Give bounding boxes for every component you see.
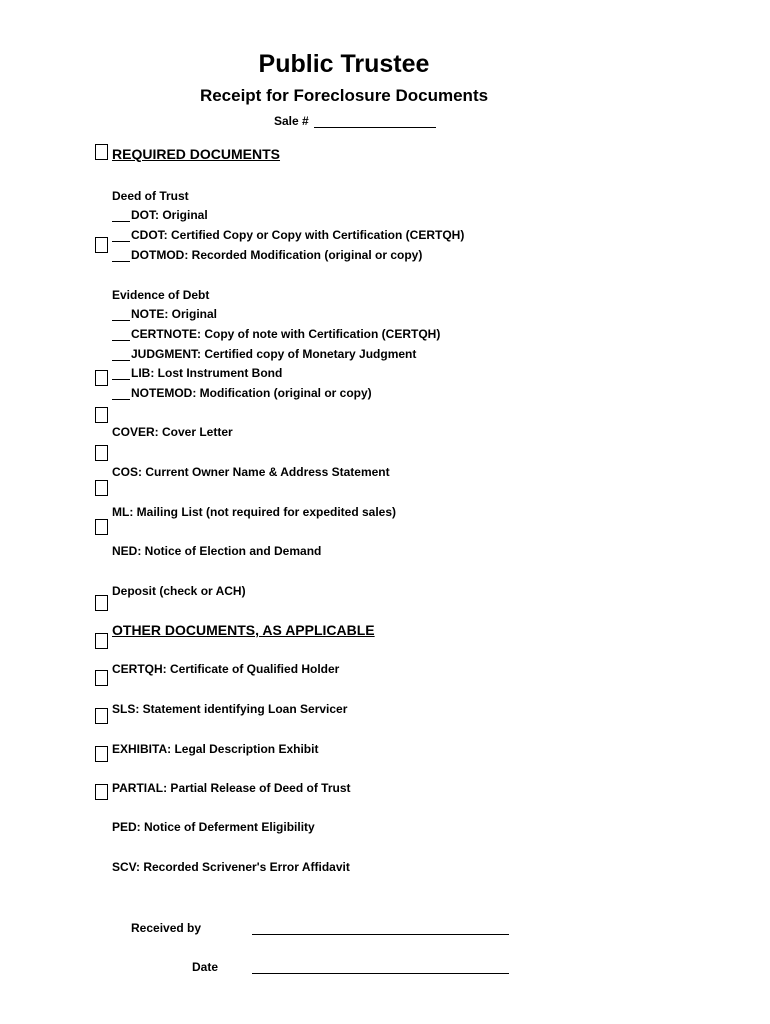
notice-of-election-item: NED: Notice of Election and Demand xyxy=(112,544,322,558)
checkbox-deposit[interactable] xyxy=(95,595,108,611)
checkbox-other-documents[interactable] xyxy=(95,633,108,649)
exhibita-item: EXHIBITA: Legal Description Exhibit xyxy=(112,742,319,756)
checkbox-cover[interactable] xyxy=(95,407,108,423)
mailing-list-item: ML: Mailing List (not required for expedited sales) xyxy=(112,505,397,519)
list-item: DOTMOD: Recorded Modification (original or copy) xyxy=(112,248,422,262)
checkbox-partial[interactable] xyxy=(95,784,108,800)
blank-line[interactable] xyxy=(112,388,130,400)
scv-item: SCV: Recorded Scrivener's Error Affidavit xyxy=(112,860,350,874)
checkbox-evidence-of-debt[interactable] xyxy=(95,370,108,386)
cover-letter-item: COVER: Cover Letter xyxy=(112,425,233,439)
received-by-field[interactable] xyxy=(252,934,509,935)
certqh-item: CERTQH: Certificate of Qualified Holder xyxy=(112,662,340,676)
received-by-label: Received by xyxy=(131,921,202,935)
deed-of-trust-label: Deed of Trust xyxy=(112,189,189,203)
list-item: CERTNOTE: Copy of note with Certification (CERTQH) xyxy=(112,327,440,341)
page-title: Public Trustee xyxy=(258,50,430,78)
sls-item: SLS: Statement identifying Loan Servicer xyxy=(112,702,348,716)
partial-item: PARTIAL: Partial Release of Deed of Trust xyxy=(112,781,351,795)
date-label: Date xyxy=(192,960,219,974)
blank-line[interactable] xyxy=(112,250,130,262)
list-item: LIB: Lost Instrument Bond xyxy=(112,366,282,380)
checkbox-certqh[interactable] xyxy=(95,670,108,686)
list-item: JUDGMENT: Certified copy of Monetary Judgment xyxy=(112,347,416,361)
checkbox-ned[interactable] xyxy=(95,519,108,535)
blank-line[interactable] xyxy=(112,210,130,222)
sale-number-label: Sale # xyxy=(274,114,309,128)
blank-line[interactable] xyxy=(112,309,130,321)
list-item: CDOT: Certified Copy or Copy with Certification (CERTQH) xyxy=(112,228,464,242)
page-subtitle: Receipt for Foreclosure Documents xyxy=(199,86,489,105)
checkbox-exhibita[interactable] xyxy=(95,746,108,762)
list-item: NOTE: Original xyxy=(112,307,217,321)
checkbox-sls[interactable] xyxy=(95,708,108,724)
checkbox-ml[interactable] xyxy=(95,480,108,496)
other-documents-heading: OTHER DOCUMENTS, AS APPLICABLE xyxy=(112,622,375,638)
blank-line[interactable] xyxy=(112,349,130,361)
list-item: DOT: Original xyxy=(112,208,208,222)
checkbox-deed-of-trust[interactable] xyxy=(95,237,108,253)
checkbox-cos[interactable] xyxy=(95,445,108,461)
blank-line[interactable] xyxy=(112,230,130,242)
sale-number-field[interactable] xyxy=(314,127,436,128)
ped-item: PED: Notice of Deferment Eligibility xyxy=(112,820,315,834)
list-item: NOTEMOD: Modification (original or copy) xyxy=(112,386,372,400)
owner-statement-item: COS: Current Owner Name & Address Statement xyxy=(112,465,390,479)
blank-line[interactable] xyxy=(112,329,130,341)
evidence-of-debt-label: Evidence of Debt xyxy=(112,288,210,302)
deposit-item: Deposit (check or ACH) xyxy=(112,584,246,598)
date-field[interactable] xyxy=(252,973,509,974)
required-documents-heading: REQUIRED DOCUMENTS xyxy=(112,146,281,162)
checkbox-required-documents[interactable] xyxy=(95,144,108,160)
blank-line[interactable] xyxy=(112,368,130,380)
